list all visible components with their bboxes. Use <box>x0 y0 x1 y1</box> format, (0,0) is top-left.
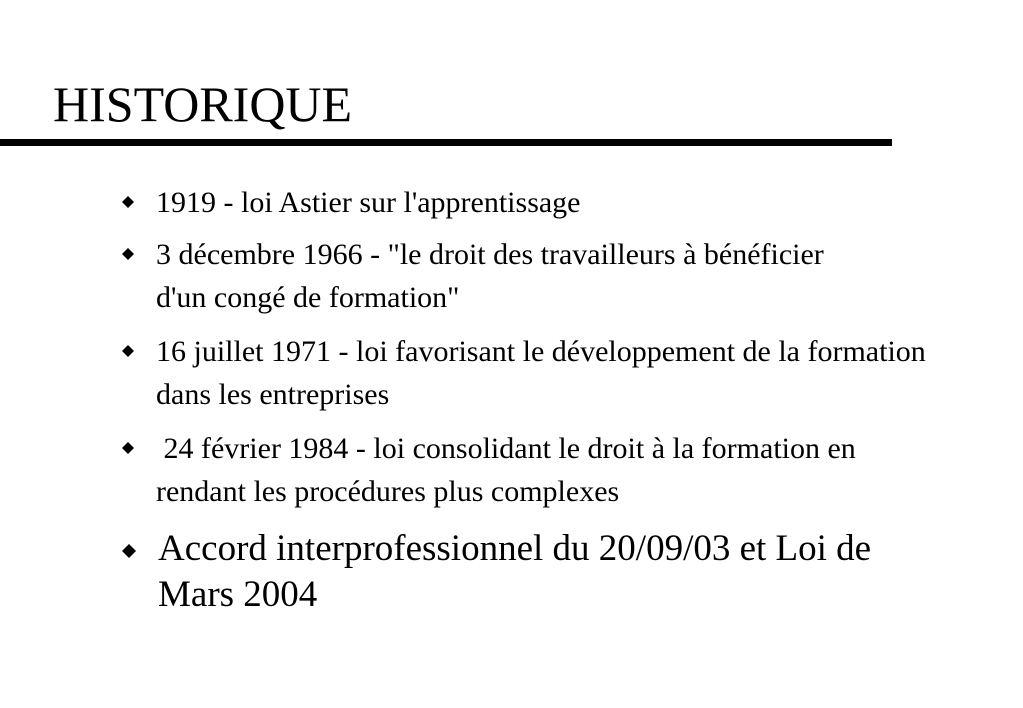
bullet-text: 24 février 1984 - loi consolidant le droit à la formation en rendant les procédures plus complexes <box>156 432 864 508</box>
diamond-bullet-icon <box>122 345 134 357</box>
bullet-text: Accord interprofessionnel du 20/09/03 et Loi de Mars 2004 <box>158 528 872 615</box>
bullet-text: 1919 - loi Astier sur l'apprentissage <box>156 186 581 219</box>
bullet-text: 16 juillet 1971 - loi favorisant le développement de la formation dans les entreprises <box>156 335 926 411</box>
bullet-item-1984 <box>122 427 962 513</box>
bullet-text: 3 décembre 1966 - "le droit des travailleurs à bénéficier d'un congé de formation" <box>156 238 824 314</box>
bullet-item-2004 <box>122 526 962 618</box>
diamond-bullet-icon <box>122 196 134 208</box>
slide-title: HISTORIQUE <box>53 76 353 132</box>
diamond-bullet-icon <box>122 248 134 260</box>
diamond-bullet-icon <box>122 442 134 454</box>
bullet-item-1971 <box>122 330 962 416</box>
diamond-bullet-icon <box>122 544 136 558</box>
bullet-item-1966 <box>122 233 962 319</box>
bullet-item-1919 <box>122 181 962 224</box>
